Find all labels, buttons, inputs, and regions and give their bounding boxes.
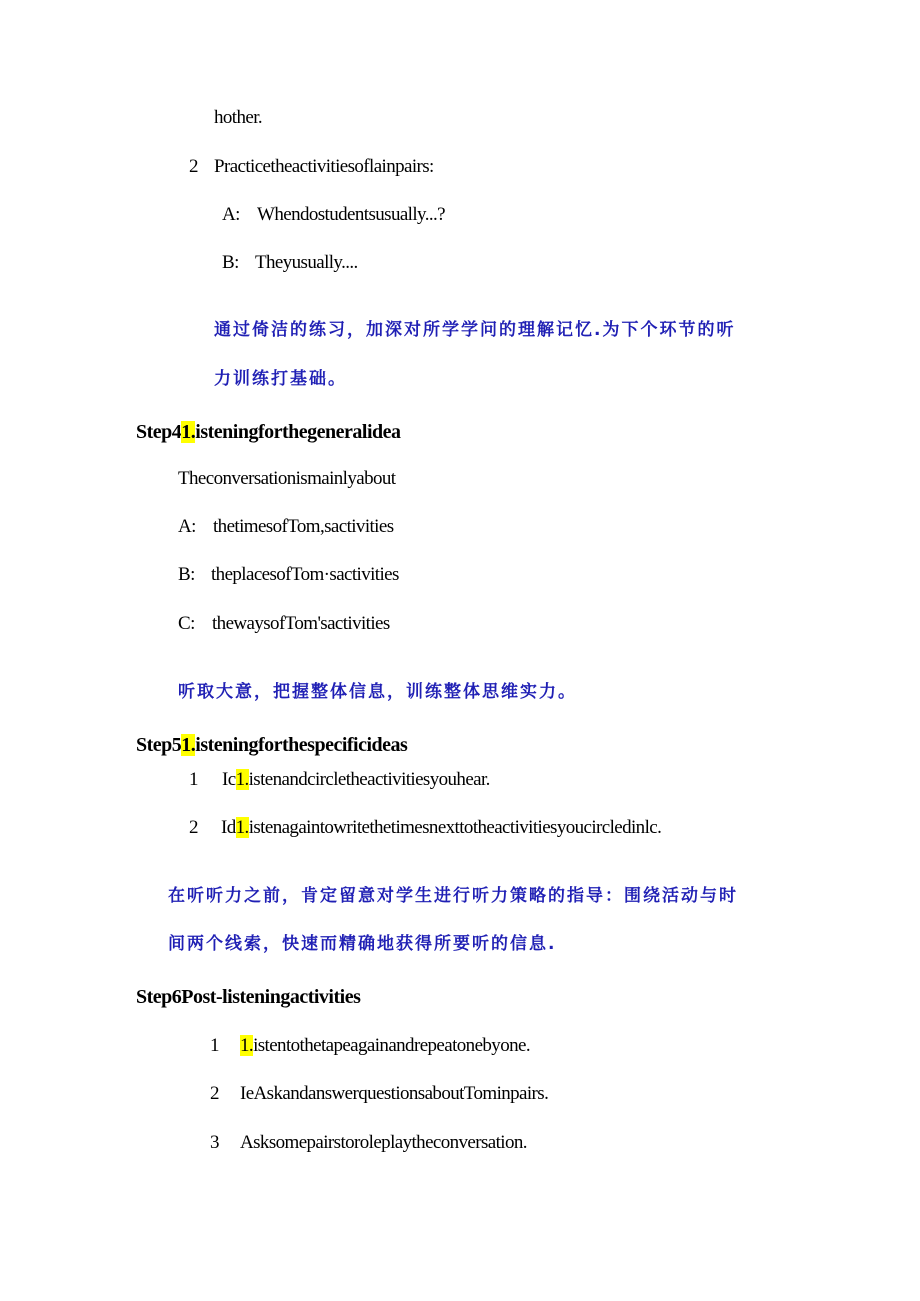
item-number: 1 [210, 1035, 219, 1056]
teaching-note: 通过倚洁的练习，加深对所学学问的理解记忆.为下个环节的听 [214, 320, 736, 340]
item-text: istenandcircletheactivitiesyouhear. [248, 769, 490, 790]
step-heading [136, 733, 407, 757]
list-item [189, 768, 490, 792]
dialog-label: A: [222, 204, 240, 225]
item-text: Practicetheactivitiesoflainpairs: [214, 156, 434, 177]
item-number: 2 [189, 817, 198, 838]
highlight-mark: 1. [235, 817, 249, 838]
option-text: thetimesofTom,sactivities [213, 516, 394, 537]
teaching-note: 间两个线索，快速而精确地获得所要听的信息. [168, 934, 557, 954]
option-text: theplacesofTom·sactivities [211, 564, 399, 585]
item-number: 2 [210, 1083, 219, 1104]
highlight-mark: 1. [235, 769, 249, 790]
option-c [178, 612, 390, 636]
step-heading: Step6Post-listeningactivities [136, 986, 361, 1008]
item-prefix: Ic [222, 769, 236, 790]
option-label: B: [178, 564, 195, 585]
highlight-mark: 1. [240, 1035, 254, 1056]
option-label: A: [178, 516, 196, 537]
list-item [210, 1082, 548, 1106]
step-prefix: Step4 [136, 421, 182, 443]
option-b [178, 563, 399, 587]
step-heading [136, 420, 401, 444]
item-prefix: Id [221, 817, 236, 838]
dialog-line-b [222, 251, 358, 275]
dialog-text: Theyusually.... [255, 252, 358, 273]
dialog-label: B: [222, 252, 239, 273]
item-text: istenagaintowritethetimesnexttotheactivitiesyoucircledinlc. [248, 817, 662, 838]
item-text: IeAskandanswerquestionsaboutTominpairs. [240, 1083, 549, 1104]
teaching-note: 在听听力之前，肯定留意对学生进行听力策略的指导：围绕活动与时 [168, 886, 738, 906]
item-number: 2 [189, 156, 198, 177]
option-a [178, 515, 394, 539]
list-item [210, 1131, 527, 1155]
teaching-note: 力训练打基础。 [214, 369, 347, 389]
item-text: Asksomepairstoroleplaytheconversation. [240, 1132, 527, 1153]
option-text: thewaysofTom'sactivities [212, 613, 390, 634]
item-number: 3 [210, 1132, 219, 1153]
list-item [189, 155, 434, 179]
highlight-mark: 1. [181, 421, 196, 443]
highlight-mark: 1. [181, 734, 196, 756]
teaching-note: 听取大意，把握整体信息，训练整体思维实力。 [178, 682, 577, 702]
step-title: isteningforthespecificideas [195, 734, 408, 756]
list-item [210, 1034, 530, 1058]
option-label: C: [178, 613, 195, 634]
step-prefix: Step5 [136, 734, 182, 756]
list-item [189, 816, 661, 840]
dialog-line-a [222, 203, 445, 227]
step-title: isteningforthegeneralidea [195, 421, 401, 443]
continuation-text: hother. [214, 107, 263, 128]
dialog-text: Whendostudentsusually...? [257, 204, 445, 225]
item-text: istentothetapeagainandrepeatonebyone. [253, 1035, 530, 1056]
item-number: 1 [189, 769, 198, 790]
question-text: Theconversationismainlyabout [178, 468, 396, 489]
